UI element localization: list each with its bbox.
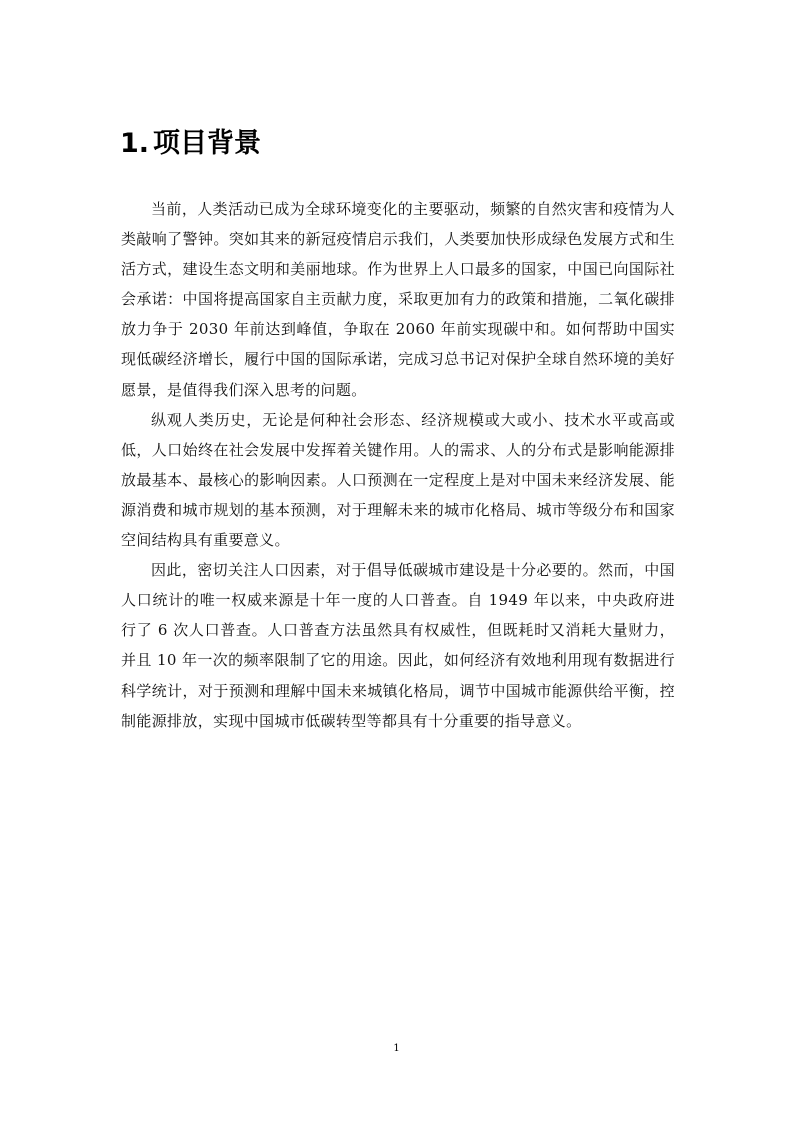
paragraph-census: 因此，密切关注人口因素，对于倡导低碳城市建设是十分必要的。然而，中国人口统计的唯一权威来源是十年一度的人口普查。自 1949 年以来，中央政府进行了 6 次人口普查。人口普查方法虽然具有权威性，但既耗时又消耗大量财力，并且 10 年一次的频率限制了它的用途。因此，如何经济有效地利用现有数据进行科学统计，对于预测和理解中国未来城镇化格局，调节中国城市能源供给平衡，控制能源排放，实现中国城市低碳转型等都具有十分重要的指导意义。 (121, 561, 675, 730)
paragraph-background: 当前，人类活动已成为全球环境变化的主要驱动，频繁的自然灾害和疫情为人类敲响了警钟。突如其来的新冠疫情启示我们，人类要加快形成绿色发展方式和生活方式，建设生态文明和美丽地球。作为世界上人口最多的国家，中国已向国际社会承诺：中国将提高国家自主贡献力度，采取更加有力的政策和措施，二氧化碳排放力争于 2030 年前达到峰值，争取在 2060 年前实现碳中和。如何帮助中国实现低碳经济增长，履行中国的国际承诺，完成习总书记对保护全球自然环境的美好愿景，是值得我们深入思考的问题。 (121, 200, 675, 399)
section-number: 1. (120, 128, 150, 159)
section-heading (120, 124, 261, 164)
page-number: 1 (393, 1043, 400, 1054)
paragraph-population-role: 纵观人类历史，无论是何种社会形态、经济规模或大或小、技术水平或高或低，人口始终在社会发展中发挥着关键作用。人的需求、人的分布式是影响能源排放最基本、最核心的影响因素。人口预测在一定程度上是对中国未来经济发展、能源消费和城市规划的基本预测，对于理解未来的城市化格局、城市等级分布和国家空间结构具有重要意义。 (121, 410, 675, 550)
body-text (121, 194, 675, 736)
section-title: 项目背景 (153, 128, 262, 159)
